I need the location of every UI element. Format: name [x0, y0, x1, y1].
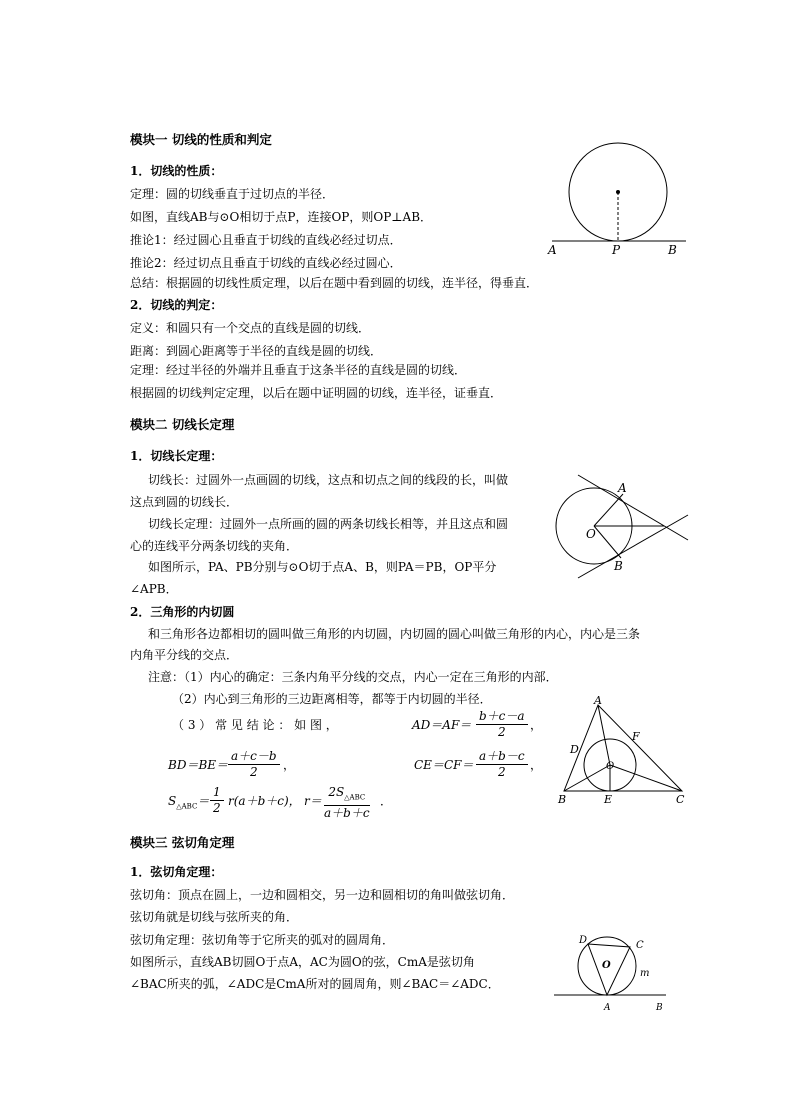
- incircle-figure: [550, 695, 700, 810]
- fraction-ad-numerator: b＋c－a: [476, 709, 528, 725]
- label-o: O: [606, 761, 615, 772]
- formula-ad: AD＝AF＝: [412, 718, 472, 732]
- tangent-length-figure: [548, 470, 698, 580]
- fraction-r-subscript: △ABC: [344, 793, 366, 802]
- label-a: A: [594, 694, 602, 707]
- tangent-property-heading: 1．切线的性质：: [130, 164, 223, 178]
- chord-tangent-heading: 1．弦切角定理：: [130, 865, 223, 879]
- fraction-ad-denominator: 2: [497, 725, 506, 739]
- tangent-length-thm-1: 切线长定理：过圆外一点所画的圆的两条切线长相等，并且这点和圆: [148, 517, 509, 531]
- criterion-summary-line: 根据圆的切线判定定理，以后在题中证明圆的切线，连半径，证垂直．: [130, 386, 503, 400]
- area-s: S: [168, 794, 177, 808]
- fraction-half-denominator: 2: [213, 801, 221, 815]
- area-rest: r(a＋b＋c)，: [228, 794, 301, 808]
- fraction-half-numerator: 1: [210, 785, 224, 801]
- fraction-half: [210, 785, 224, 816]
- tangent-pb: [578, 515, 688, 578]
- chord-tangent-thm: 弦切角定理：弦切角等于它所夹的弧对的圆周角．: [130, 933, 395, 947]
- fraction-ce-denominator: 2: [497, 765, 506, 779]
- theorem-line: 定理：圆的切线垂直于过切点的半径．: [130, 187, 335, 201]
- distance-line: 距离：到圆心距离等于半径的直线是圆的切线．: [130, 344, 383, 358]
- label-b: B: [558, 793, 567, 806]
- incircle-def-2: 内角平分线的交点．: [130, 648, 239, 662]
- label-c: C: [676, 793, 685, 806]
- label-a: A: [548, 243, 557, 257]
- fraction-bd: [228, 749, 280, 780]
- example-line: 如图，直线AB与⊙O相切于点P，连接OP，则OP⊥AB．: [130, 210, 433, 224]
- module1-title: 模块一 切线的性质和判定: [130, 132, 272, 147]
- tangent-criterion-heading: 2．切线的判定：: [130, 298, 223, 312]
- fraction-r-2s: 2S: [328, 785, 345, 799]
- formula-area: [168, 793, 209, 814]
- incircle-def-1: 和三角形各边都相切的圆叫做三角形的内切圆，内切圆的圆心叫做三角形的内心，内心是三条: [148, 627, 641, 641]
- chord-tangent-ex-2: ∠BAC所夹的弧，∠ADC是CmA所对的圆周角，则∠BAC＝∠ADC．: [130, 977, 500, 991]
- chord-tangent-ex-1: 如图所示，直线AB切圆O于点A，AC为圆O的弦，CmA是弦切角: [130, 955, 475, 969]
- label-b: B: [656, 1003, 663, 1013]
- area-subscript: △ABC: [176, 802, 198, 811]
- label-p: P: [612, 243, 621, 257]
- label-o: O: [602, 960, 611, 971]
- tangent-length-ex-1: 如图所示，PA、PB分别与⊙O切于点A、B，则PA＝PB，OP平分: [148, 560, 497, 574]
- chord-tangent-def: 弦切角：顶点在圆上，一边和圆相交，另一边和圆相切的角叫做弦切角．: [130, 888, 515, 902]
- bisector-b: [564, 765, 610, 791]
- fraction-bd-denominator: 2: [249, 765, 258, 779]
- tangent-length-heading: 1．切线长定理：: [130, 449, 223, 463]
- tangent-length-ex-2: ∠APB．: [130, 582, 178, 596]
- criterion-theorem-line: 定理：经过半径的外端并且垂直于这条半径的直线是圆的切线．: [130, 363, 467, 377]
- definition-line: 定义：和圆只有一个交点的直线是圆的切线．: [130, 321, 371, 335]
- segment-ob: [594, 526, 621, 558]
- fraction-r: [324, 785, 370, 821]
- label-m: m: [640, 968, 650, 979]
- period-r: ．: [380, 794, 393, 808]
- fraction-ad: [476, 709, 528, 740]
- fraction-r-numerator: [324, 785, 370, 806]
- fraction-ce-numerator: a＋b－c: [476, 749, 528, 765]
- tangent-figure: [540, 140, 690, 260]
- label-a: A: [604, 1003, 611, 1013]
- tangent-length-def-1: 切线长：过圆外一点画圆的切线，这点和切点之间的线段的长，叫做: [148, 473, 509, 487]
- tangent-length-def-2: 这点到圆的切线长．: [130, 495, 239, 509]
- formula-r: r＝: [304, 794, 322, 808]
- area-equals: ＝: [197, 794, 210, 808]
- segment-oa: [594, 494, 623, 526]
- corollary2-line: 推论2：经过切点且垂直于切线的直线必经过圆心．: [130, 256, 402, 270]
- label-f: F: [632, 730, 640, 743]
- label-d: D: [579, 935, 588, 946]
- formula-ce: CE＝CF＝: [414, 758, 474, 772]
- fraction-r-denominator: a＋b＋c: [324, 806, 370, 821]
- label-o: O: [586, 527, 596, 541]
- formula-bd: BD＝BE＝: [168, 758, 229, 772]
- label-e: E: [604, 793, 613, 806]
- label-a: A: [618, 481, 627, 495]
- label-c: C: [636, 940, 644, 951]
- comma-ce: ，: [530, 758, 543, 772]
- bisector-c: [610, 765, 682, 791]
- bisector-a: [598, 705, 610, 765]
- comma-bd: ，: [283, 758, 296, 772]
- module2-title: 模块二 切线长定理: [130, 417, 235, 432]
- tangent-length-thm-2: 心的连线平分两条切线的夹角．: [130, 539, 299, 553]
- incircle-heading: 2．三角形的内切圆: [130, 605, 235, 619]
- label-b: B: [614, 559, 623, 573]
- label-d: D: [570, 743, 579, 756]
- note-2: （2）内心到三角形的三边距离相等，都等于内切圆的半径．: [172, 692, 492, 706]
- fraction-ce: [476, 749, 528, 780]
- corollary1-line: 推论1：经过圆心且垂直于切线的直线必经过切点．: [130, 233, 402, 247]
- chord-tangent-figure: [550, 930, 680, 1015]
- label-b: B: [668, 243, 677, 257]
- note-1: 注意：（1）内心的确定：三条内角平分线的交点，内心一定在三角形的内部．: [148, 670, 558, 684]
- module3-title: 模块三 弦切角定理: [130, 835, 235, 850]
- summary-line: 总结：根据圆的切线性质定理，以后在题中看到圆的切线，连半径，得垂直．: [130, 276, 539, 290]
- fraction-bd-numerator: a＋c－b: [228, 749, 280, 765]
- chord-tangent-desc: 弦切角就是切线与弦所夹的角．: [130, 910, 299, 924]
- comma-ad: ，: [530, 718, 543, 732]
- note-3: （ 3 ） 常 见 结 论 ： 如 图 ，: [172, 718, 338, 732]
- triangle-abc: [564, 705, 682, 791]
